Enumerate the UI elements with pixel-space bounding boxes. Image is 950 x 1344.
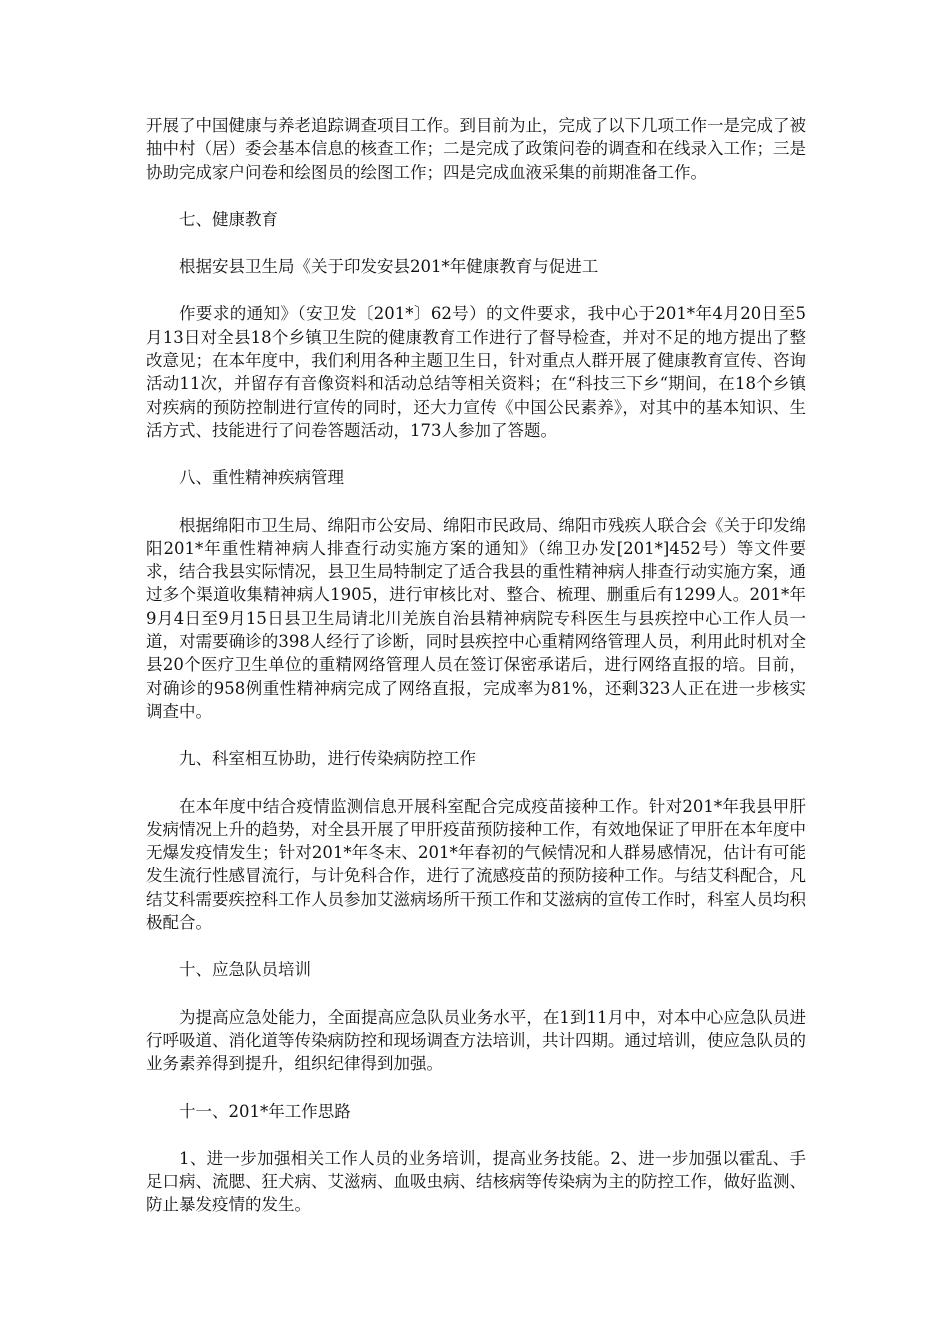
paragraph: 1、进一步加强相关工作人员的业务培训，提高业务技能。2、进一步加强以霍乱、手足口病、流腮、狂犬病、艾滋病、血吸虫病、结核病等传染病为主的防控工作，做好监测、防止暴发疫情的发生。 [146, 1148, 806, 1215]
paragraph: 开展了中国健康与养老追踪调查项目工作。到目前为止，完成了以下几项工作一是完成了被抽中村（居）委会基本信息的核查工作；二是完成了政策问卷的调查和在线录入工作；三是协助完成家户问卷和绘图员的绘图工作；四是完成血液采集的前期准备工作。 [146, 116, 806, 182]
section-heading: 十一、201*年工作思路 [179, 1101, 351, 1121]
section-heading: 八、重性精神疾病管理 [179, 468, 344, 488]
paragraph: 为提高应急处能力，全面提高应急队员业务水平，在1到11月中，对本中心应急队员进行呼吸道、消化道等传染病防控和现场调查方法培训，共计四期。通过培训，使应急队员的业务素养得到提升，组织纪律得到加强。 [146, 1007, 806, 1074]
section-heading: 九、科室相互协助，进行传染病防控工作 [179, 749, 476, 769]
paragraph: 根据安县卫生局《关于印发安县201*年健康教育与促进工 [179, 257, 599, 277]
section-heading: 七、健康教育 [179, 209, 278, 229]
paragraph: 在本年度中结合疫情监测信息开展科室配合完成疫苗接种工作。针对201*年我县甲肝发病情况上升的趋势，对全县开展了甲肝疫苗预防接种工作，有效地保证了甲肝在本年度中无爆发疫情发生；针对201*年冬末、201*年春初的气候情况和人群易感情况，估计有可能发生流行性感冒流行，与计免科合作，进行了流感疫苗的预防接种工作。与结艾科配合，凡结艾科需要疾控科工作人员参加艾滋病场所干预工作和艾滋病的宣传工作时，科室人员均积极配合。 [146, 796, 806, 933]
section-heading: 十、应急队员培训 [179, 960, 311, 980]
paragraph: 作要求的通知》（安卫发〔201*〕62号）的文件要求，我中心于201*年4月20日至5月13日对全县18个乡镇卫生院的健康教育工作进行了督导检查，并对不足的地方提出了整改意见；在本年度中，我们利用各种主题卫生日，针对重点人群开展了健康教育宣传、咨询活动11次，并留存有音像资料和活动总结等相关资料；在“科技三下乡“期间，在18个乡镇对疾病的预防控制进行宣传的同时，还大力宣传《中国公民素养》，对其中的基本知识、生活方式、技能进行了问卷答题活动，173人参加了答题。 [146, 304, 806, 440]
paragraph: 根据绵阳市卫生局、绵阳市公安局、绵阳市民政局、绵阳市残疾人联合会《关于印发绵阳201*年重性精神病人排查行动实施方案的通知》（绵卫办发[201*]452号）等文件要求，结合我县实际情况，县卫生局特制定了适合我县的重性精神病人排查行动实施方案，通过多个渠道收集精神病人1905，进行审核比对、整合、梳理、删重后有1299人。201*年9月4日至9月15日县卫生局请北川羌族自治县精神病院专科医生与县疾控中心工作人员一道，对需要确诊的398人经行了诊断，同时县疾控中心重精网络管理人员，利用此时机对全县20个医疗卫生单位的重精网络管理人员在签订保密承诺后，进行网络直报的培。目前，对确诊的958例重性精神病完成了网络直报，完成率为81%，还剩323人正在进一步核实调查中。 [146, 515, 806, 721]
document-page [146, 114, 806, 1241]
